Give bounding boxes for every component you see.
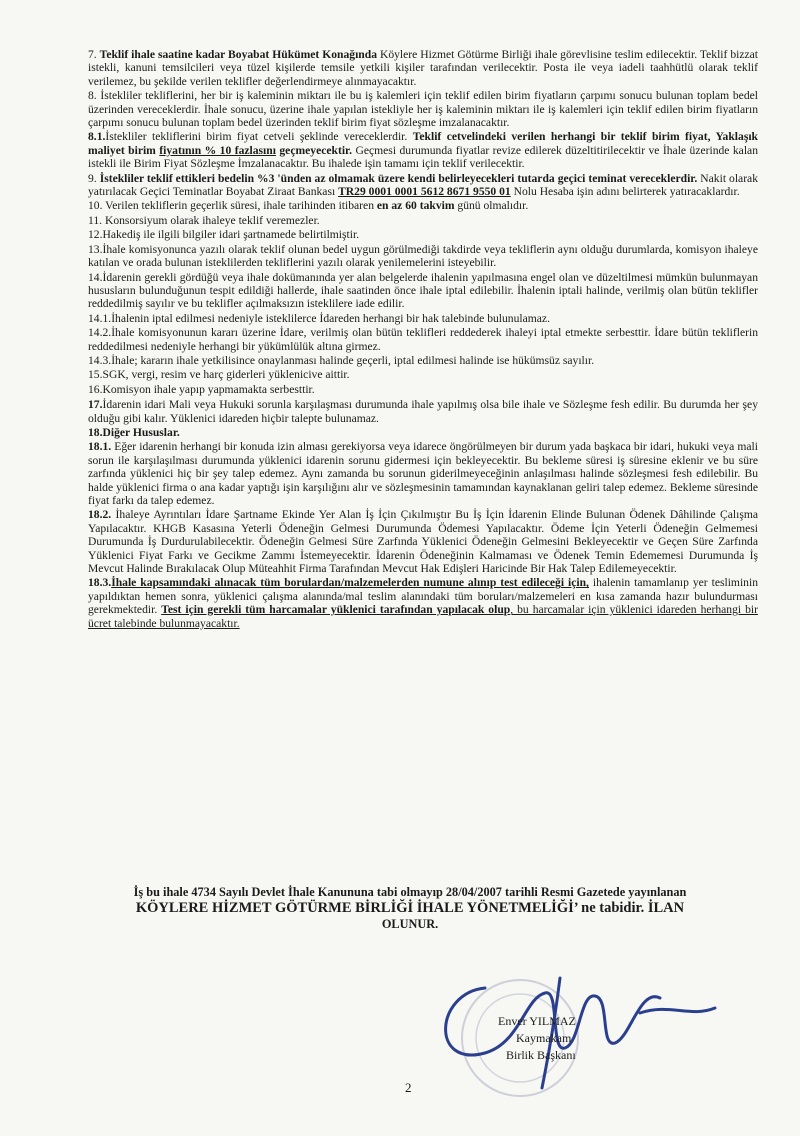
paragraph-p12-segment: 12.Hakediş ile ilgili bilgiler idari şartnamede belirtilmiştir. [88,228,360,242]
paragraph-p183-segment: ihalenin tamamlanıp yer tesliminin yapıldıktan hemen sonra, yüklenici çalışma alanında/mal teslim alanındaki tüm boruları/malzemeleri en kısa zamanda hazır bulundurması gerekmektedir. [88,576,758,617]
document-body [88,48,758,631]
closing-line-2-tail: ’ ne tabidir. İLAN [573,900,685,916]
paragraph-p15-segment: 15.SGK, vergi, resim ve harç giderleri yüklenicive aittir. [88,368,350,382]
paragraph-p143-segment: 14.3.İhale; kararın ihale yetkilisince onaylanması halinde geçerli, iptal edilmesi halinde ise hükümsüz sayılır. [88,353,595,367]
paragraph-p81-segment: geçmeyecektir. [275,143,353,157]
paragraph-p10-segment: günü olmalıdır. [454,199,529,213]
paragraph-p13 [88,243,758,270]
paragraph-p81 [88,130,758,170]
paragraph-p18 [88,426,758,439]
closing-regulation-name: KÖYLERE HİZMET GÖTÜRME BİRLİĞİ İHALE YÖNETMELİĞİ [135,900,574,916]
paragraph-p183-segment: , bu harcamalar için yüklenici idareden herhangi bir ücret talebinde bulunmayacaktır. [88,603,758,630]
paragraph-p142-segment: 14.2.İhale komisyonunun kararı üzerine İdare, verilmiş olan bütün teklifleri reddederek ihaleyi iptal etmekte serbesttir. İdare bütün tekliflerin reddedilmesi nedeniyle herhangi bir yükümlülük altına girmez. [88,326,758,353]
paragraph-p141-segment: 14.1.İhalenin iptal edilmesi nedeniyle isteklilerce İdareden herhangi bir hak talebinde bulunulamaz. [88,311,550,325]
paragraph-p181-segment: Eğer idarenin herhangi bir konuda izin alması gerekiyorsa veya idarece öngörülmeyen bir durum yada başkaca bir idari, hukuki veya mali sorun ile karşılaşılması durumunda yüklenici idarenin sorunu gidermesi için bekleyecektir. Bu bekleme süresi iş süresine eklenir ve bu süre zarfında yüklenici hiç bir şey talep edemez. Aynı zamanda bu sorunun giderilmeyeceğinin anlaşılması halinde sözleşmesi fesh edilebilir. Bu halde yüklenici firma o ana kadar yaptığı işin karşılığını alır ve sözleşmesinin tamamından kaynaklanan geliri talep edemez. Bekleme süresinde fiyat farkı da talep edemez. [88,440,758,507]
paragraph-p18-segment: 18.Diğer Hususlar. [88,425,180,439]
closing-line-2 [60,900,760,916]
paragraph-p142 [88,326,758,353]
paragraph-p81-segment: fiyatının % 10 fazlasını [159,143,276,157]
signatory-title-1: Kaymakam [516,1031,572,1045]
closing-line-1: İş bu ihale 4734 Sayılı Devlet İhale Kanununa tabi olmayıp 28/04/2007 tarihli Resmi Gazetede yayınlanan [133,885,687,899]
paragraph-p17-segment: 17. [88,398,103,412]
paragraph-p7 [88,48,758,88]
signature-and-seal [430,958,730,1098]
paragraph-p183-segment: Test için gerekli tüm harcamalar yüklenici tarafından yapılacak olup [161,603,511,617]
paragraph-p183-segment: 18.3. [88,576,112,590]
paragraph-p81-segment: İstekliler tekliflerini birim fiyat cetveli şeklinde vereceklerdir. [105,130,413,144]
paragraph-p8 [88,89,758,129]
paragraph-p7-segment: Köylere Hizmet Götürme Birliği ihale görevlisine teslim edilecektir. Teklif bizzat istekli, kanuni temsilcileri veya tüzel kişilerde temsile yetkili kişiler tarafından verilecektir. Posta ile veya iadeli taahhütlü olarak teklif verilemez, bu şekilde verilen teklifler değerlendirmeye alınmayacaktır. [88,48,759,88]
paragraph-p14 [88,271,758,311]
paragraph-p81-segment: Teklif cetvelindeki verilen herhangi bir teklif birim fiyat, Yaklaşık maliyet birim [88,130,758,157]
paragraph-p17-segment: İdarenin idari Mali veya Hukuki sorunla karşılaşması durumunda ihale yapılmış olsa bile ihale ve Sözleşme fesh edilir. Bu durumda her şey olduğu gibi kalır. Yüklenici idareden hiçbir talepte bulunamaz. [88,398,758,425]
paragraph-p9-segment: Nakit olarak yatırılacak Geçici Teminatlar Boyabat Ziraat Bankası [88,171,758,199]
paragraph-p11 [88,214,758,227]
paragraph-p183 [88,576,758,630]
paragraph-p10-segment: en az 60 takvim [376,199,455,213]
paragraph-p16 [88,383,758,396]
paragraph-p10-segment: 10. Verilen tekliflerin geçerlik süresi, ihale tarihinden itibaren [88,199,377,213]
page-number: 2 [405,1080,412,1095]
paragraph-p141 [88,312,758,325]
signatory-name: Enver YILMAZ [498,1014,576,1028]
paragraph-p7-segment: 7. [88,48,100,61]
paragraph-p8-segment: 8. İstekliler tekliflerini, her bir iş kaleminin miktarı ile bu iş kalemleri için teklif edilen birim fiyatların çarpımı sonucu bulunan toplam bedel üzerinden vereceklerdir. İhale sonucu, üzerine ihale yapılan istekliyle her iş kaleminin miktarı ile iş kalemleri için teklif edilen birim fiyatların çarpımı sonucu bulunan toplam bedel üzerinden teklif birim fiyat sözleşme imzalanacaktır. [88,89,758,130]
paragraph-p182-segment: İhaleye Ayrıntıları İdare Şartname Ekinde Yer Alan İş İçin Çıkılmıştır Bu İş İçin İdarenin Elinde Bulunan Ödenek Dâhilinde Çalışma Yapılacaktır. KHGB Kasasına Yeterli Ödeneğin Gelmesi Durumunda Ödemesi Yapılacaktır. Ödeme İçin Yeterli Ödeneğin Gelmemesi Durumunda İş Durdurulabilecektir. Ödeneğin Gelmesi Süre Zarfında Yüklenici Ödeneğin Gelmesini Bekleyecektir ve Geçen Süre Zarfında Yüklenici Fiyat Farkı ve Gecikme Zammı İstemeyecektir. İdarenin Ödeneğinin Kalmaması ve Ödenek Temin Edememesi Durumunda İş Mevcut Halinde Bırakılacak Olup Müteahhit Firma Tarafından Mevcut Hak Edişleri Haricinde Bir Hak Talep Edilemeyecektir. [88,508,758,576]
paragraph-p17 [88,398,758,425]
paragraph-p16-segment: 16.Komisyon ihale yapıp yapmamakta serbesttir. [88,382,315,396]
paragraph-p9 [88,172,758,199]
paragraph-p183-segment: İhale kapsamındaki alınacak tüm borulardan/malzemelerden numune alınıp test edileceği için, [111,576,589,590]
signatory-title-2: Birlik Başkanı [506,1048,576,1062]
paragraph-p81-segment: 8.1. [88,130,106,144]
paragraph-p143 [88,354,758,367]
paragraph-p12 [88,228,758,241]
paragraph-p81-segment: Geçmesi durumunda fiyatlar revize edilerek düzeltitirilecektir ve İhale üzerinde kalan istekli ile Birim Fiyat Sözleşme İmzalanacaktır. Bu ihalede işin tamamı için teklif verilecektir. [88,143,758,171]
paragraph-p9-segment: TR29 0001 0001 5612 8671 9550 01 [338,185,511,199]
paragraph-p13-segment: 13.İhale komisyonunca yazılı olarak teklif olunan bedel uygun görülmediği takdirde veya tekliflerin aynı olduğu durumlarda, komisyon ihaleye katılan ve orada bulunan isteklilerden tekliflerini yazılı olarak yenilemelerini isteyebilir. [88,242,758,270]
paragraph-p182 [88,508,758,575]
paragraph-p7-segment: Teklif ihale saatine kadar Boyabat Hükümet Konağında [99,48,377,61]
closing-statement [60,884,760,932]
paragraph-p9-segment: Nolu Hesaba işin adını belirterek yatıracaklardır. [510,185,740,199]
paragraph-p182-segment: 18.2. [88,508,112,522]
paragraph-p10 [88,199,758,212]
paragraph-p181-segment: 18.1. [88,440,112,454]
paragraph-p181 [88,440,758,507]
paragraph-p14-segment: 14.İdarenin gerekli gördüğü veya ihale dokümanında yer alan belgelerde ihalenin yapılmasına engel olan ve düzeltilmesi mümkün bulunmayan hususların bulunduğunun tespit edildiği hallerde, ihale saatinden önce ihale iptal edilebilir. İhalenin iptali halinde, verilmiş olan bütün teklifler reddedilmiş sayılır ve bu teklifler açılmaksızın isteklilere iade edilir. [88,270,758,311]
paragraph-p9-segment: 9. [88,171,100,185]
paragraph-p15 [88,368,758,381]
closing-line-3: OLUNUR. [381,917,439,931]
signature-block [498,1013,576,1064]
paragraph-p11-segment: 11. Konsorsiyum olarak ihaleye teklif veremezler. [88,213,320,227]
paragraph-p9-segment: İstekliler teklif ettikleri bedelin %3 'ünden az olmamak üzere kendi belirleyecekleri tutarda geçici teminat vereceklerdir. [99,171,698,185]
